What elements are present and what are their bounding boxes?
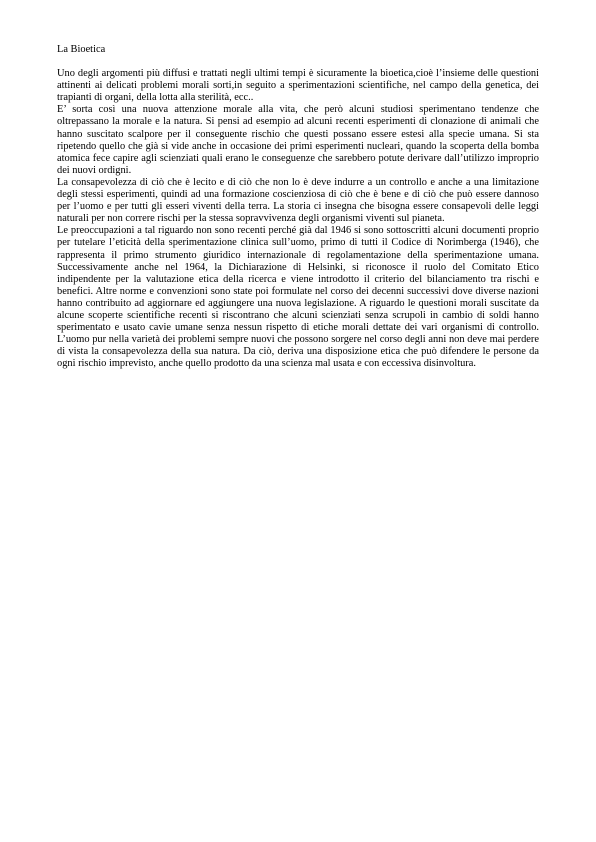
document-title: La Bioetica	[57, 44, 106, 55]
paragraph-intro: Uno degli argomenti più diffusi e trattati negli ultimi tempi è sicuramente la bioetica,cioè l’insieme delle questioni attinenti ai delicati problemi morali sorti,in seguito a sperimentazioni scientifiche, nel campo della genetica, dei trapianti di organi, della lotta alla sterilità, ecc..	[57, 68, 539, 104]
paragraph-concerns: Le preoccupazioni a tal riguardo non sono recenti perché già dal 1946 si sono sottoscritti alcuni documenti proprio per tutelare l’eticità della sperimentazione clinica sull’uomo, primo di tutti il Codice di Norimberga (1946), che rappresenta il primo strumento giuridico internazionale di regolamentazione della sperimentazione umana. Successivamente anche nel 1964, la Dichiarazione di Helsinki, si riconosce il ruolo del Comitato Etico indipendente per la valutazione etica della ricerca e viene introdotto il criterio del bilanciamento tra rischi e benefici. Altre norme e convenzioni sono state poi formulate nel corso dei decenni successivi dove diverse nazioni hanno contribuito ad aggiornare ed aggiungere una nuova legislazione. A riguardo le questioni morali suscitate da alcune scoperte scientifiche recenti si riscontrano che alcuni scienziati senza scrupoli in cambio di soldi hanno sperimentato e usato cavie umane senza nessun rispetto di etiche morali dettate dei vari organismi di controllo. L’uomo pur nella varietà dei problemi sempre nuovi che possono sorgere nel corso degli anni non deve mai perdere di vista la consapevolezza della sua natura. Da ciò, deriva una disposizione etica che può difendere le persone da ogni rischio imprevisto, anche quello prodotto da una scienza mal usata e con eccessiva disinvoltura.	[57, 225, 539, 370]
document-body	[57, 44, 539, 370]
paragraph-moral-attention: E’ sorta così una nuova attenzione morale alla vita, che però alcuni studiosi sperimentano tendenze che oltrepassano la morale e la natura. Si pensi ad esempio ad alcuni recenti esperimenti di clonazione di animali che hanno suscitato scalpore per il conseguente rischio che questi possano essere estesi alla specie umana. Si sta ripetendo quello che già si vide anche in occasione dei primi esperimenti nucleari, quando la scoperta della bomba atomica fece capire agli scienziati quali erano le conseguenze che sarebbero potute derivare dall’utilizzo improprio dei nuovi ordigni.	[57, 104, 539, 176]
paragraph-awareness: La consapevolezza di ciò che è lecito e di ciò che non lo è deve indurre a un controllo e anche a una limitazione degli stessi esperimenti, quindi ad una formazione coscienziosa di ciò che è bene e di ciò che può essere dannoso per l’uomo e per tutti gli esseri viventi della terra. La storia ci insegna che bisogna essere consapevoli delle leggi naturali per non correre rischi per la stessa sopravvivenza degli organismi viventi sul pianeta.	[57, 176, 539, 225]
